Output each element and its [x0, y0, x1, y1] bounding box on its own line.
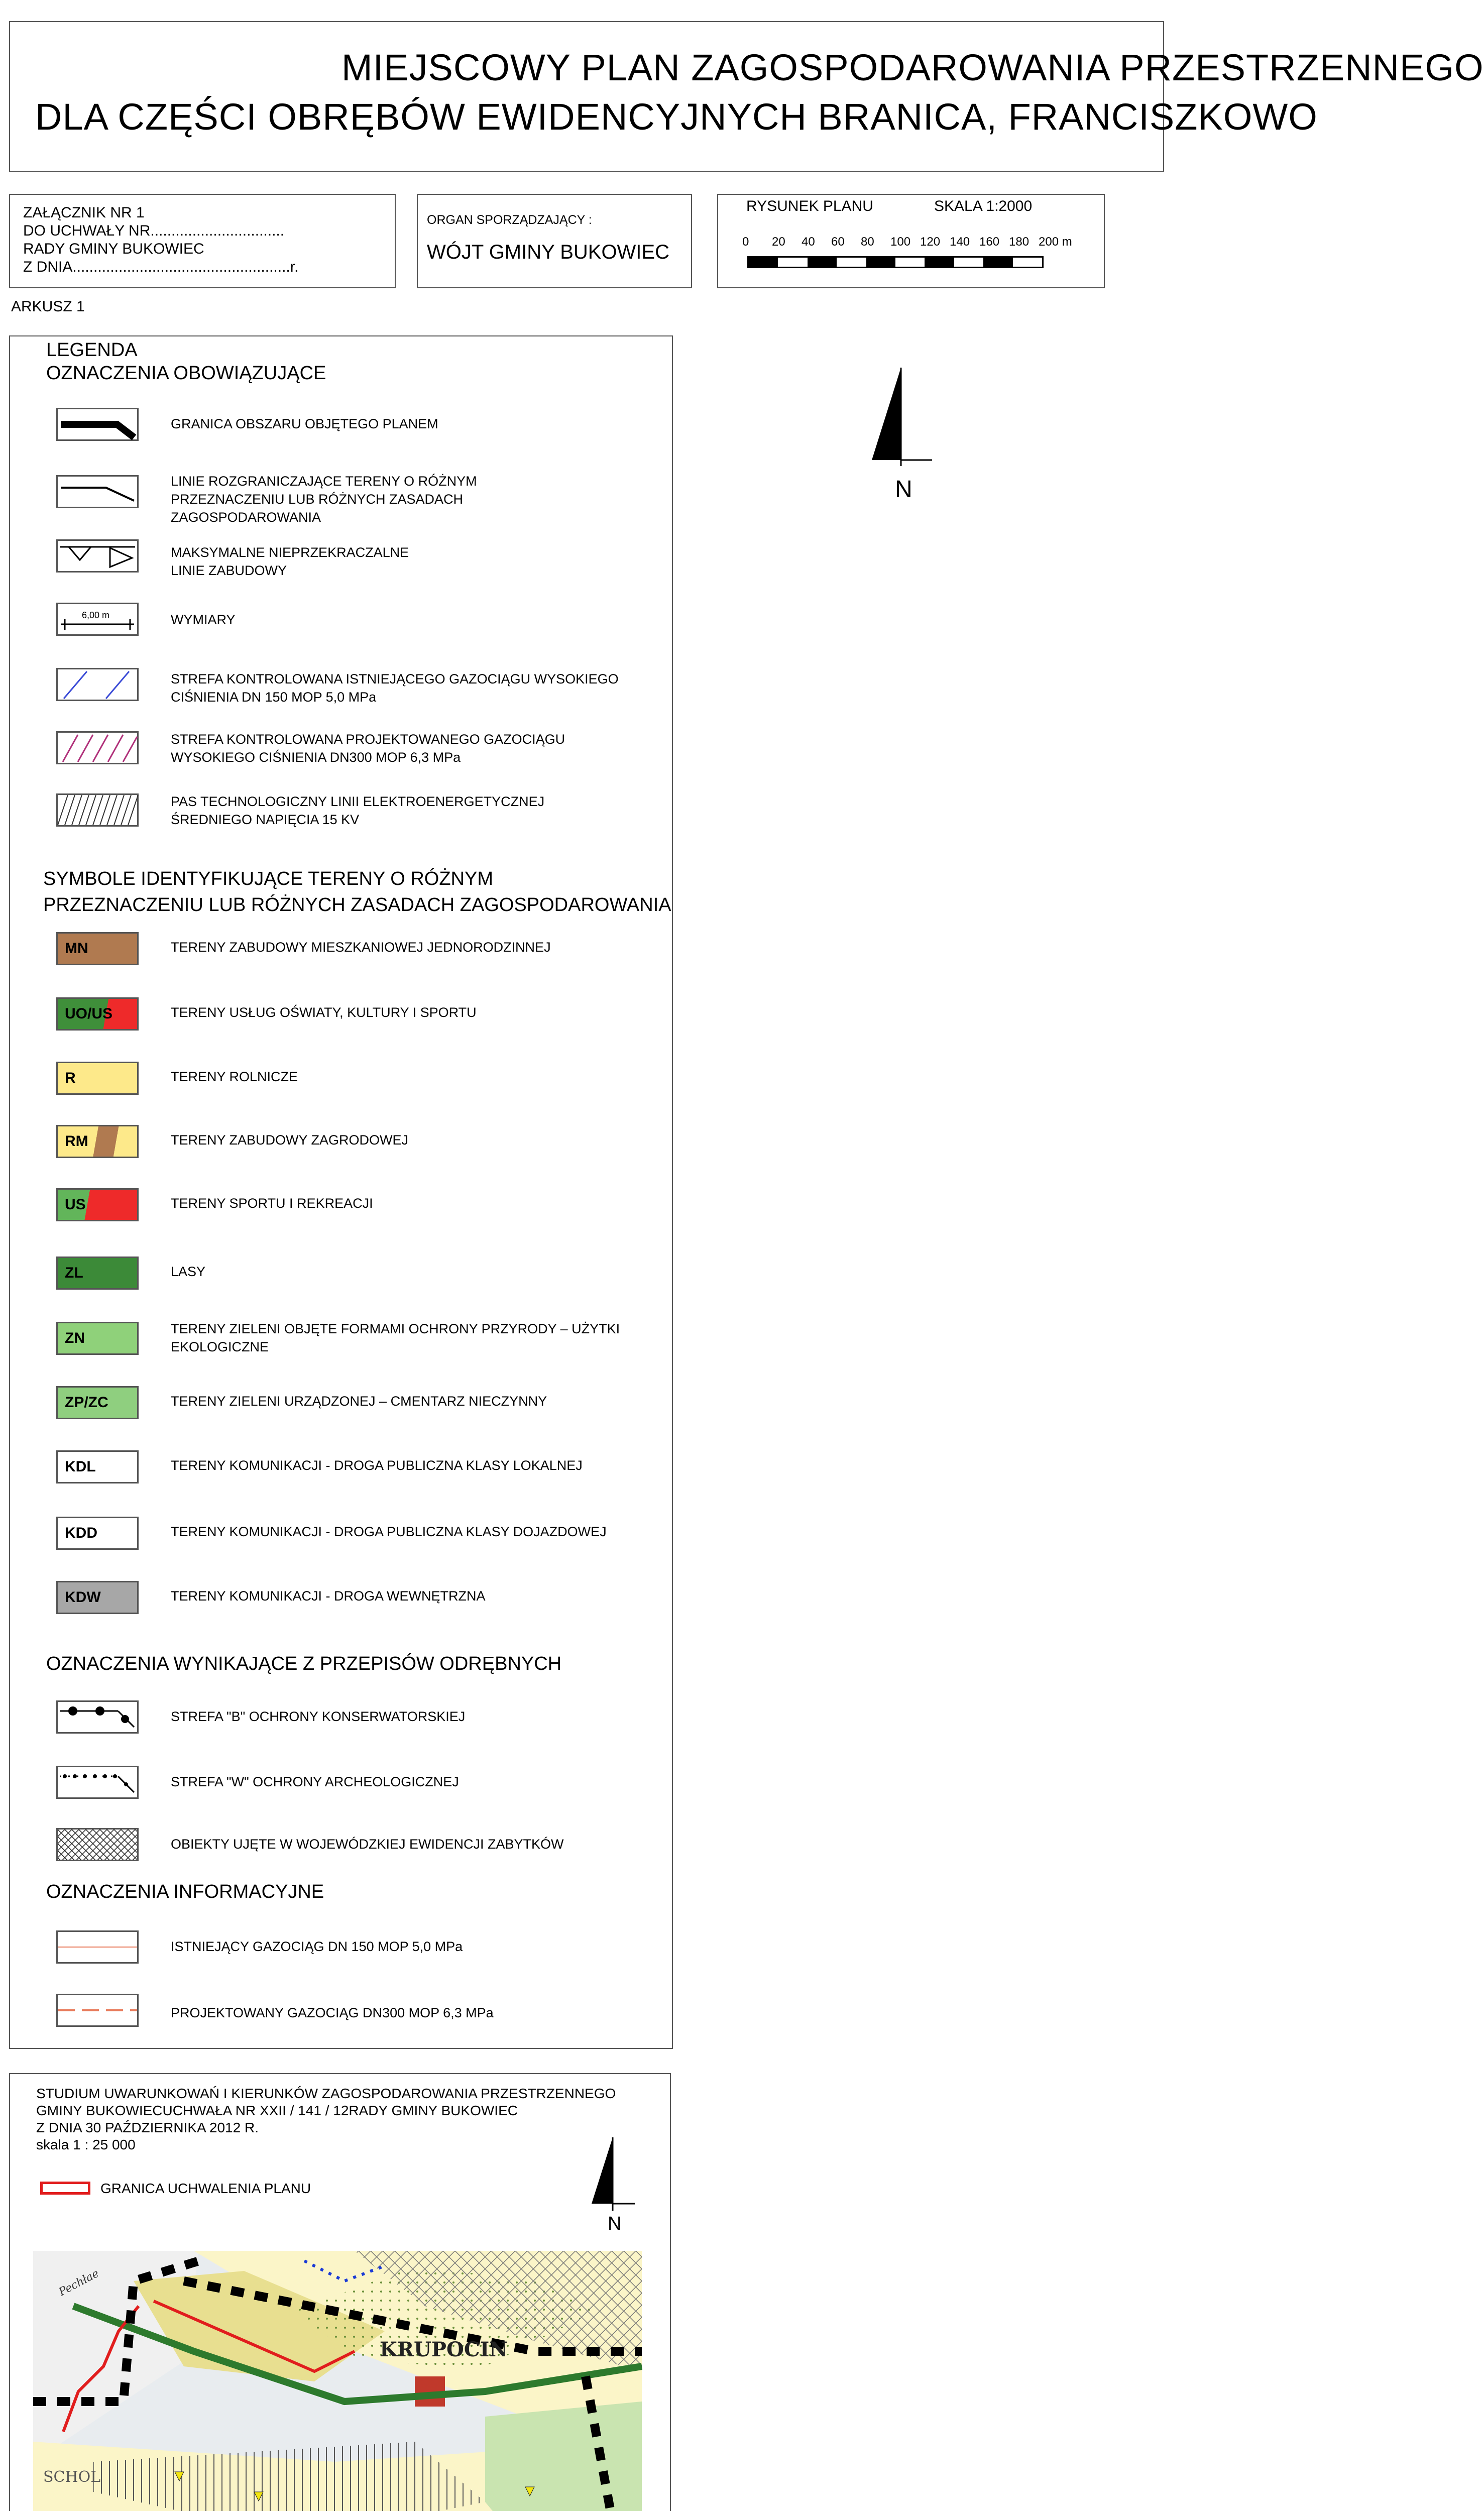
north-label: N: [895, 476, 912, 503]
legend-section-binding: OZNACZENIA OBOWIĄZUJĄCE: [46, 363, 326, 384]
drawing-label: RYSUNEK PLANU: [746, 198, 873, 214]
legend-label-power-line-strip: PAS TECHNOLOGICZNY LINII ELEKTROENERGETYCZNEJ ŚREDNIEGO NAPIĘCIA 15 KV: [171, 794, 545, 827]
annex-line-3: RADY GMINY BUKOWIEC: [23, 241, 204, 257]
scale-tick-label: 100: [890, 235, 911, 249]
legend-symbol-power-line-strip: [56, 793, 139, 827]
legend-symbol-dimension: [56, 603, 139, 636]
organ-value: WÓJT GMINY BUKOWIEC: [427, 241, 669, 263]
legend-box: [9, 335, 673, 2049]
north-arrow-icon: [866, 366, 936, 511]
scale-tick-label: 20: [772, 235, 785, 249]
annex-line-1: ZAŁĄCZNIK NR 1: [23, 204, 145, 221]
legend-zone-uo-us-label: TERENY USŁUG OŚWIATY, KULTURY I SPORTU: [171, 1005, 477, 1020]
scale-tick-label: 0: [742, 235, 749, 249]
map-place-label: KRUPOCIN: [380, 2338, 508, 2361]
study-line-1: STUDIUM UWARUNKOWAŃ I KIERUNKÓW ZAGOSPODAROWANIA PRZESTRZENNEGO: [36, 2086, 616, 2101]
title-line-2: DLA CZĘŚCI OBRĘBÓW EWIDENCYJNYCH BRANICA, FRANCISZKOWO: [35, 96, 1318, 138]
legend-zone-kdd-label: TERENY KOMUNIKACJI - DROGA PUBLICZNA KLASY DOJAZDOWEJ: [171, 1524, 607, 1539]
scale-tick-label: 120: [920, 235, 941, 249]
legend-zone-r: R: [56, 1062, 139, 1095]
legend-label-plan-boundary: GRANICA OBSZARU OBJĘTEGO PLANEM: [171, 416, 438, 431]
legend-label-gas-pipe-existing: ISTNIEJĄCY GAZOCIĄG DN 150 MOP 5,0 MPa: [171, 1939, 463, 1954]
legend-title: LEGENDA: [46, 339, 138, 361]
legend-label-archaeology-zone: STREFA "W" OCHRONY ARCHEOLOGICZNEJ: [171, 1774, 459, 1789]
legend-zone-kdw: KDW: [56, 1581, 139, 1614]
scale-tick-label: 180: [1009, 235, 1030, 249]
legend-zone-rm-label: TERENY ZABUDOWY ZAGRODOWEJ: [171, 1132, 409, 1148]
legend-symbol-conservation-zone: [56, 1700, 139, 1734]
legend-zone-zn-label: TERENY ZIELENI OBJĘTE FORMAMI OCHRONY PRZYRODY – UŻYTKI EKOLOGICZNE: [171, 1321, 620, 1354]
study-north-arrow-icon: [588, 2135, 638, 2236]
legend-symbol-monuments: [56, 1828, 139, 1861]
legend-label-gas-zone-planned: STREFA KONTROLOWANA PROJEKTOWANEGO GAZOCIĄGU WYSOKIEGO CIŚNIENIA DN300 MOP 6,3 MPa: [171, 732, 565, 765]
legend-section-info: OZNACZENIA INFORMACYJNE: [46, 1881, 324, 1902]
scale-tick-label: 160: [979, 235, 1000, 249]
legend-label-monuments: OBIEKTY UJĘTE W WOJEWÓDZKIEJ EWIDENCJI ZABYTKÓW: [171, 1837, 564, 1852]
legend-symbol-building-line: [56, 539, 139, 573]
legend-zone-rm: RM: [56, 1125, 139, 1158]
legend-label-demarcation-line: LINIE ROZGRANICZAJĄCE TERENY O RÓŻNYM PRZEZNACZENIU LUB RÓŻNYCH ZASADACH ZAGOSPODAROWANIA: [171, 474, 477, 525]
legend-symbol-gas-pipe-existing: [56, 1930, 139, 1964]
legend-zone-zl: ZL: [56, 1257, 139, 1290]
legend-symbol-gas-zone-existing: [56, 668, 139, 701]
legend-zone-us-label: TERENY SPORTU I REKREACJI: [171, 1196, 373, 1211]
legend-zone-zl-label: LASY: [171, 1264, 206, 1279]
scale-tick-label: 140: [950, 235, 970, 249]
dimension-text: 6,00 m: [82, 610, 110, 620]
legend-zone-kdl-label: TERENY KOMUNIKACJI - DROGA PUBLICZNA KLASY LOKALNEJ: [171, 1458, 583, 1473]
annex-line-2: DO UCHWAŁY NR................................: [23, 222, 285, 239]
study-box: [9, 2073, 671, 2511]
sheet-label: ARKUSZ 1: [11, 298, 85, 315]
title-box: [9, 21, 1484, 172]
scale-box: [717, 194, 1105, 288]
legend-zone-kdw-label: TERENY KOMUNIKACJI - DROGA WEWNĘTRZNA: [171, 1588, 486, 1604]
legend-zone-r-label: TERENY ROLNICZE: [171, 1069, 298, 1084]
legend-zone-uo-us: UO/US: [56, 997, 139, 1031]
legend-zone-zp-zc-label: TERENY ZIELENI URZĄDZONEJ – CMENTARZ NIECZYNNY: [171, 1394, 547, 1409]
scale-label: SKALA 1:2000: [934, 198, 1033, 214]
legend-zone-mn: MN: [56, 932, 139, 965]
legend-zone-us: US: [56, 1188, 139, 1221]
legend-symbol-gas-pipe-planned: [56, 1994, 139, 2027]
legend-zone-kdd: KDD: [56, 1517, 139, 1550]
legend-symbol-gas-zone-planned: [56, 731, 139, 764]
legend-label-gas-pipe-planned: PROJEKTOWANY GAZOCIĄG DN300 MOP 6,3 MPa: [171, 2005, 494, 2020]
legend-symbol-demarcation-line: [56, 475, 139, 508]
scale-tick-label: 40: [802, 235, 815, 249]
study-north-label: N: [608, 2213, 622, 2234]
legend-label-gas-zone-existing: STREFA KONTROLOWANA ISTNIEJĄCEGO GAZOCIĄGU WYSOKIEGO CIŚNIENIA DN 150 MOP 5,0 MPa: [171, 671, 619, 705]
legend-zone-zn: ZN: [56, 1322, 139, 1355]
legend-label-building-line: MAKSYMALNE NIEPRZEKRACZALNE LINIE ZABUDOWY: [171, 545, 409, 578]
organ-label: ORGAN SPORZĄDZAJĄCY :: [427, 213, 592, 227]
study-map: [33, 2251, 642, 2511]
legend-section-symbols: SYMBOLE IDENTYFIKUJĄCE TERENY O RÓŻNYM PRZEZNACZENIU LUB RÓŻNYCH ZASADACH ZAGOSPODAROWANIA: [43, 868, 671, 916]
annex-box: [9, 194, 396, 288]
scale-tick-label: 60: [831, 235, 845, 249]
legend-label-dimension: WYMIARY: [171, 612, 236, 627]
legend-zone-kdl: KDL: [56, 1450, 139, 1483]
legend-zone-zp-zc: ZP/ZC: [56, 1386, 139, 1419]
study-boundary-label: GRANICA UCHWALENIA PLANU: [100, 2181, 311, 2196]
scale-bar: [747, 256, 1044, 268]
annex-line-4: Z DNIA....................................................r.: [23, 259, 299, 275]
study-line-2: GMINY BUKOWIECUCHWAŁA NR XXII / 141 / 12RADY GMINY BUKOWIEC: [36, 2103, 518, 2118]
legend-symbol-plan-boundary: [56, 408, 139, 441]
legend-label-conservation-zone: STREFA "B" OCHRONY KONSERWATORSKIEJ: [171, 1709, 466, 1724]
study-line-4: skala 1 : 25 000: [36, 2137, 136, 2152]
scale-tick-label: 200 m: [1039, 235, 1072, 249]
legend-section-other: OZNACZENIA WYNIKAJĄCE Z PRZEPISÓW ODRĘBNYCH: [46, 1653, 562, 1674]
scale-ticks: [718, 235, 1106, 253]
study-line-3: Z DNIA 30 PAŹDZIERNIKA 2012 R.: [36, 2120, 259, 2135]
map-ridge-label: Pechłae: [57, 2267, 101, 2299]
legend-symbol-archaeology-zone: [56, 1766, 139, 1799]
title-line-1: MIEJSCOWY PLAN ZAGOSPODAROWANIA PRZESTRZENNEGO: [341, 47, 1484, 88]
scale-tick-label: 80: [861, 235, 874, 249]
legend-zone-mn-label: TERENY ZABUDOWY MIESZKANIOWEJ JEDNORODZINNEJ: [171, 940, 551, 955]
study-boundary-swatch: [40, 2182, 90, 2195]
map-school-label: SCHOL: [43, 2468, 101, 2486]
organ-box: [417, 194, 692, 288]
